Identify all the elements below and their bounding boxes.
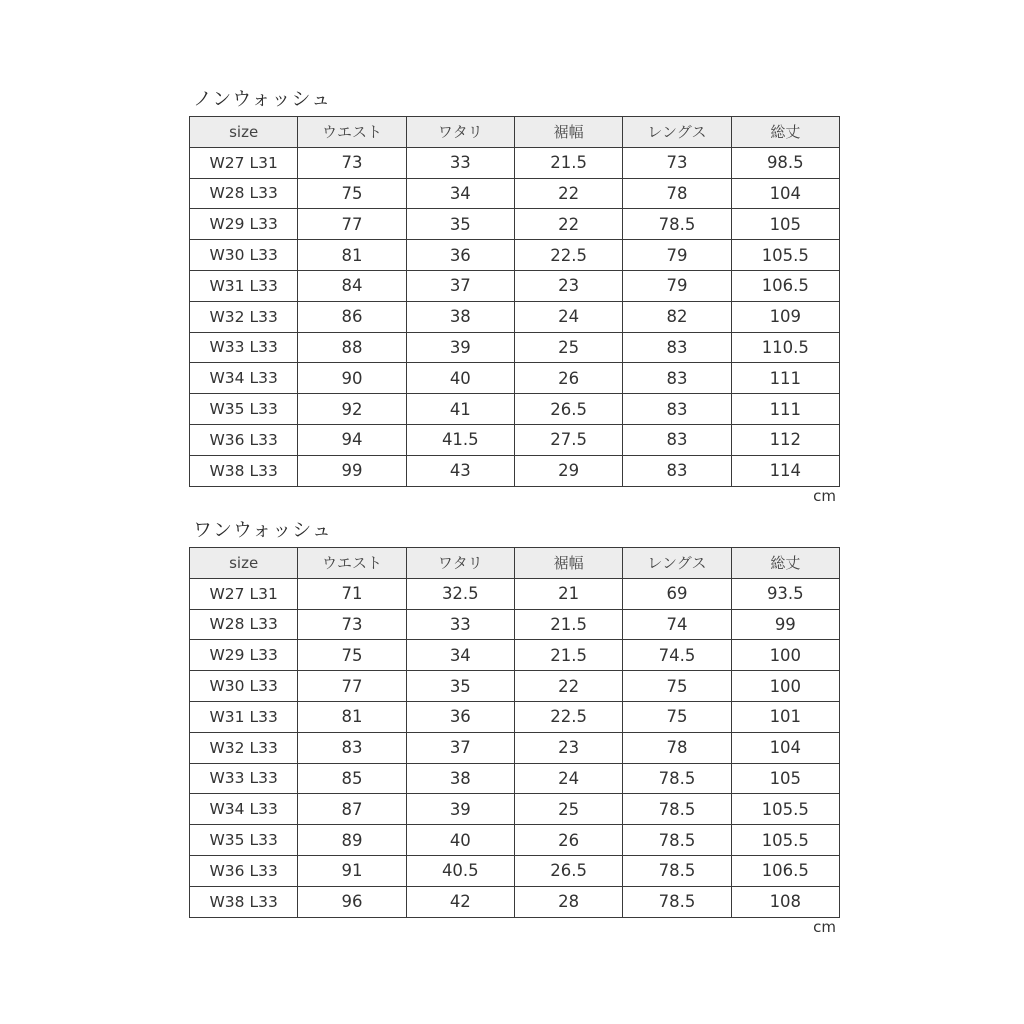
table-row: [190, 886, 840, 917]
measurement-cell: 38: [406, 301, 514, 332]
table-row: [190, 578, 840, 609]
measurement-cell: 36: [406, 240, 514, 271]
measurement-cell: 69: [623, 578, 731, 609]
measurement-cell: 78.5: [623, 825, 731, 856]
table-row: [190, 640, 840, 671]
measurement-cell: 86: [298, 301, 406, 332]
measurement-cell: 37: [406, 732, 514, 763]
measurement-cell: 110.5: [731, 332, 839, 363]
measurement-cell: 22.5: [514, 240, 622, 271]
measurement-cell: 21.5: [514, 147, 622, 178]
measurement-cell: 108: [731, 886, 839, 917]
column-header: ウエスト: [298, 548, 406, 579]
column-header: 総丈: [731, 117, 839, 148]
table-row: [190, 332, 840, 363]
table-row: [190, 701, 840, 732]
measurement-cell: 87: [298, 794, 406, 825]
measurement-cell: 78.5: [623, 763, 731, 794]
measurement-cell: 88: [298, 332, 406, 363]
measurement-cell: 75: [623, 701, 731, 732]
size-cell: W38 L33: [190, 455, 298, 486]
measurement-cell: 83: [623, 394, 731, 425]
measurement-cell: 42: [406, 886, 514, 917]
measurement-cell: 79: [623, 270, 731, 301]
size-cell: W34 L33: [190, 363, 298, 394]
measurement-cell: 104: [731, 178, 839, 209]
measurement-cell: 73: [298, 147, 406, 178]
measurement-cell: 84: [298, 270, 406, 301]
measurement-cell: 83: [623, 332, 731, 363]
measurement-cell: 90: [298, 363, 406, 394]
measurement-cell: 105.5: [731, 794, 839, 825]
table-row: [190, 732, 840, 763]
unit-label: cm: [813, 486, 836, 505]
table-row: [190, 240, 840, 271]
measurement-cell: 37: [406, 270, 514, 301]
table-header-row: [190, 117, 840, 148]
measurement-cell: 109: [731, 301, 839, 332]
table-row: [190, 270, 840, 301]
size-cell: W31 L33: [190, 270, 298, 301]
measurement-cell: 96: [298, 886, 406, 917]
measurement-cell: 36: [406, 701, 514, 732]
measurement-cell: 25: [514, 332, 622, 363]
measurement-cell: 40: [406, 825, 514, 856]
size-cell: W28 L33: [190, 178, 298, 209]
section-title: ワンウォッシュ: [193, 519, 332, 541]
size-cell: W29 L33: [190, 209, 298, 240]
measurement-cell: 75: [623, 671, 731, 702]
measurement-cell: 77: [298, 671, 406, 702]
measurement-cell: 35: [406, 671, 514, 702]
measurement-cell: 74: [623, 609, 731, 640]
measurement-cell: 83: [623, 455, 731, 486]
measurement-cell: 32.5: [406, 578, 514, 609]
measurement-cell: 73: [623, 147, 731, 178]
column-header: レングス: [623, 117, 731, 148]
measurement-cell: 94: [298, 424, 406, 455]
measurement-cell: 73: [298, 609, 406, 640]
column-header: 総丈: [731, 548, 839, 579]
measurement-cell: 105: [731, 763, 839, 794]
table-row: [190, 825, 840, 856]
measurement-cell: 75: [298, 178, 406, 209]
measurement-cell: 71: [298, 578, 406, 609]
measurement-cell: 23: [514, 732, 622, 763]
table-row: [190, 147, 840, 178]
size-cell: W32 L33: [190, 732, 298, 763]
table-row: [190, 424, 840, 455]
measurement-cell: 91: [298, 855, 406, 886]
measurement-cell: 83: [623, 363, 731, 394]
size-table: [189, 116, 840, 487]
measurement-cell: 114: [731, 455, 839, 486]
measurement-cell: 74.5: [623, 640, 731, 671]
measurement-cell: 106.5: [731, 270, 839, 301]
table-row: [190, 363, 840, 394]
table-row: [190, 763, 840, 794]
size-cell: W29 L33: [190, 640, 298, 671]
measurement-cell: 111: [731, 394, 839, 425]
measurement-cell: 89: [298, 825, 406, 856]
measurement-cell: 111: [731, 363, 839, 394]
table-row: [190, 301, 840, 332]
size-cell: W32 L33: [190, 301, 298, 332]
table-row: [190, 671, 840, 702]
table-row: [190, 794, 840, 825]
measurement-cell: 82: [623, 301, 731, 332]
measurement-cell: 92: [298, 394, 406, 425]
measurement-cell: 38: [406, 763, 514, 794]
measurement-cell: 26: [514, 363, 622, 394]
size-cell: W36 L33: [190, 424, 298, 455]
size-cell: W36 L33: [190, 855, 298, 886]
measurement-cell: 39: [406, 794, 514, 825]
measurement-cell: 23: [514, 270, 622, 301]
measurement-cell: 78.5: [623, 209, 731, 240]
table-header-row: [190, 548, 840, 579]
measurement-cell: 85: [298, 763, 406, 794]
measurement-cell: 21.5: [514, 640, 622, 671]
table-row: [190, 394, 840, 425]
measurement-cell: 40.5: [406, 855, 514, 886]
measurement-cell: 26.5: [514, 394, 622, 425]
size-cell: W35 L33: [190, 825, 298, 856]
measurement-cell: 24: [514, 301, 622, 332]
column-header: 裾幅: [514, 117, 622, 148]
measurement-cell: 106.5: [731, 855, 839, 886]
measurement-cell: 98.5: [731, 147, 839, 178]
size-cell: W30 L33: [190, 671, 298, 702]
measurement-cell: 29: [514, 455, 622, 486]
measurement-cell: 83: [623, 424, 731, 455]
measurement-cell: 33: [406, 609, 514, 640]
measurement-cell: 78.5: [623, 886, 731, 917]
size-cell: W35 L33: [190, 394, 298, 425]
measurement-cell: 41.5: [406, 424, 514, 455]
measurement-cell: 101: [731, 701, 839, 732]
measurement-cell: 105.5: [731, 825, 839, 856]
size-cell: W31 L33: [190, 701, 298, 732]
column-header: レングス: [623, 548, 731, 579]
measurement-cell: 79: [623, 240, 731, 271]
measurement-cell: 78.5: [623, 855, 731, 886]
measurement-cell: 21: [514, 578, 622, 609]
table-row: [190, 178, 840, 209]
table-row: [190, 455, 840, 486]
measurement-cell: 39: [406, 332, 514, 363]
table-row: [190, 209, 840, 240]
measurement-cell: 83: [298, 732, 406, 763]
measurement-cell: 78: [623, 178, 731, 209]
section-title: ノンウォッシュ: [193, 88, 332, 110]
size-cell: W30 L33: [190, 240, 298, 271]
measurement-cell: 100: [731, 640, 839, 671]
measurement-cell: 26: [514, 825, 622, 856]
measurement-cell: 78: [623, 732, 731, 763]
size-table: [189, 547, 840, 918]
measurement-cell: 34: [406, 640, 514, 671]
column-header: size: [190, 117, 298, 148]
column-header: size: [190, 548, 298, 579]
size-cell: W33 L33: [190, 332, 298, 363]
size-cell: W38 L33: [190, 886, 298, 917]
measurement-cell: 99: [298, 455, 406, 486]
measurement-cell: 21.5: [514, 609, 622, 640]
measurement-cell: 77: [298, 209, 406, 240]
size-cell: W27 L31: [190, 147, 298, 178]
size-cell: W34 L33: [190, 794, 298, 825]
measurement-cell: 93.5: [731, 578, 839, 609]
measurement-cell: 78.5: [623, 794, 731, 825]
measurement-cell: 104: [731, 732, 839, 763]
measurement-cell: 22: [514, 671, 622, 702]
measurement-cell: 22: [514, 209, 622, 240]
measurement-cell: 112: [731, 424, 839, 455]
unit-label: cm: [813, 917, 836, 936]
measurement-cell: 24: [514, 763, 622, 794]
measurement-cell: 26.5: [514, 855, 622, 886]
measurement-cell: 99: [731, 609, 839, 640]
size-cell: W27 L31: [190, 578, 298, 609]
measurement-cell: 27.5: [514, 424, 622, 455]
measurement-cell: 40: [406, 363, 514, 394]
measurement-cell: 34: [406, 178, 514, 209]
measurement-cell: 81: [298, 240, 406, 271]
column-header: ワタリ: [406, 548, 514, 579]
column-header: 裾幅: [514, 548, 622, 579]
measurement-cell: 33: [406, 147, 514, 178]
measurement-cell: 41: [406, 394, 514, 425]
measurement-cell: 43: [406, 455, 514, 486]
table-row: [190, 609, 840, 640]
section-non-wash: [189, 84, 840, 507]
measurement-cell: 100: [731, 671, 839, 702]
measurement-cell: 81: [298, 701, 406, 732]
measurement-cell: 35: [406, 209, 514, 240]
size-cell: W28 L33: [190, 609, 298, 640]
measurement-cell: 22: [514, 178, 622, 209]
table-row: [190, 855, 840, 886]
measurement-cell: 105.5: [731, 240, 839, 271]
measurement-cell: 28: [514, 886, 622, 917]
measurement-cell: 22.5: [514, 701, 622, 732]
measurement-cell: 105: [731, 209, 839, 240]
measurement-cell: 75: [298, 640, 406, 671]
section-one-wash: [189, 515, 840, 938]
column-header: ワタリ: [406, 117, 514, 148]
column-header: ウエスト: [298, 117, 406, 148]
size-cell: W33 L33: [190, 763, 298, 794]
measurement-cell: 25: [514, 794, 622, 825]
